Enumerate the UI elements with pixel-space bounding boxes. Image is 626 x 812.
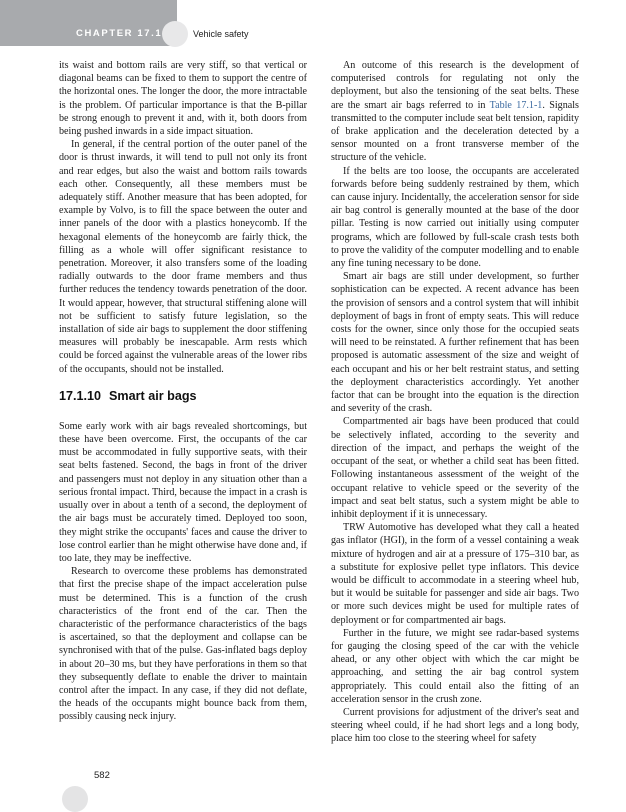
paragraph: Current provisions for adjustment of the driver's seat and steering wheel could, if he had short legs and a long body, place him too close to the steering wheel for safety xyxy=(331,706,579,745)
paragraph: Research to overcome these problems has demonstrated that first the precise shape of the impact acceleration pulse must be determined. This is a function of the crush characteristics of the front end of the car. Then the characteristic of the performance characteristics of the bags is ascertained, so that the deployment and collapse can be synchronised with that of the pulse. Gas-inflated bags deploy in about 20–30 ms, but they have perforations in them so that they subsequently deflate to enable the driver to maintain control after the impact. In any case, if they did not deflate, the heads of the occupants might bounce back from them, possibly causing neck injury. xyxy=(59,566,307,723)
paragraph: Some early work with air bags revealed shortcomings, but these have been overcome. First, the occupants of the car must be accommodated in fully supportive seats, with their seat belts fastened. Second, the bags in front of the driver and passengers must not deploy in any situation other than a serious frontal impact. Third, because the impact in a crash is usually over in about a tenth of a second, the deployment of the air bags must be accurately timed. Deployed too soon, they might strike the occupants' faces and cause the driver to lose control earlier than he might otherwise have done and, if too late, they may be ineffective. xyxy=(59,420,307,564)
section-heading xyxy=(59,388,307,404)
paragraph: If the belts are too loose, the occupants are accelerated forwards before being suddenly restrained by them, which can cause injury. Incidentally, the acceleration sensor for side air bag control is generally mounted at the base of the door pillar. Testing is now carried out initially using computer programs, which are followed by full-scale crash tests both to prove the validity of the computer modelling and to enable any fine tuning necessary to be done. xyxy=(331,165,579,270)
chapter-label: CHAPTER 17.1 xyxy=(76,28,163,39)
section-heading-number: 17.1.10 xyxy=(59,388,102,403)
paragraph: Compartmented air bags have been produced that could be selectively inflated, according to the severity and direction of the impact, and perhaps the weight of the occupant of the seat, or whether a child seat has been fitted. Following instantaneous assessment of the weight of the occupant relative to vehicle speed or the severity of the impact and seat belt status, such a system might be able to inhibit deployment if it is unnecessary. xyxy=(331,416,579,520)
page-number: 582 xyxy=(94,770,110,781)
paragraph xyxy=(331,59,579,165)
right-column xyxy=(331,59,579,746)
paragraph: Further in the future, we might see radar-based systems for gauging the closing speed of the car with the vehicle ahead, or any other object with which the car might be approaching, and setting the air bag control system appropriately. This could entail also the fitting of an acceleration sensor in the crush zone. xyxy=(331,627,579,705)
left-column xyxy=(59,59,307,724)
header-tab-circle xyxy=(162,21,188,47)
paragraph-text: An outcome of this research is the development of computerised controls for regulating not only the deployment, but also the tensioning of the seat belts. These are the smart air bags referred to in xyxy=(331,60,579,111)
page-number-circle xyxy=(62,786,88,812)
paragraph-text: . Signals transmitted to the computer include seat belt tension, rapidity of brake application and the deceleration detected by a sensor mounted on a front transverse member of the structure of the vehicle. xyxy=(331,99,579,164)
paragraph: Smart air bags are still under development, so further sophistication can be expected. A recent advance has been the provision of sensors and a control system that will inhibit deployment of bags in front of empty seats. This will reduce costs for the owner, since only those for the occupied seats will need to be reinstated. A further refinement that has been proposed is automatic assessment of the size and weight of each occupant and his or her belt restraint status, and setting the deployment characteristics accordingly. Yet another factor that can be brought into the equation is the direction and severity of the crash. xyxy=(331,271,579,415)
header-title-band xyxy=(177,0,626,46)
section-title: Vehicle safety xyxy=(193,29,249,39)
section-heading-text: Smart air bags xyxy=(109,388,197,403)
table-reference-link[interactable]: Table 17.1-1 xyxy=(489,99,543,111)
paragraph: TRW Automotive has developed what they call a heated gas inflator (HGI), in the form of a vessel containing a weak mixture of hydrogen and air at a pressure of 175–310 bar, as a substitute for explosive pellet type inflators. This device would be difficult to accommodate in a steering wheel hub, but it would be suitable for passenger and side air bags. Two or more such devices might be used for multiple rates of deployment or for compartmented air bags. xyxy=(331,522,579,626)
paragraph: its waist and bottom rails are very stiff, so that vertical or diagonal beams can be fixed to them to support the centre of the horizontal ones. The longer the door, the more intractable is the problem. Of particular importance is that the B-pillar be strong enough to prevent it and, with it, both doors from being pushed inwards in a side impact situation. xyxy=(59,60,307,138)
paragraph: In general, if the central portion of the outer panel of the door is thrust inwards, it will tend to pull not only its front and rear edges, but also the waist and bottom rails towards each other. Consequently, all these members must be adequately stiff. Another measure that has been adopted, for example by Volvo, is to fill the space between the outer and inner panels of the door with a plastics honeycomb. If the hexagonal elements of the honeycomb are fairly thick, the filling as a whole will offer significant resistance to penetration. Moreover, it also transfers some of the loading radially outwards to the door frame members and thus further reduces the tendency towards penetration of the door. It would appear, however, that structural stiffening alone will not be sufficient to satisfy future legislation, so the installation of side air bags to supplement the door stiffening measures will probably be inescapable. Arm rests which could be forced against the vulnerable areas of the lower ribs of the occupants, should not be installed. xyxy=(59,139,307,375)
header-band xyxy=(0,0,178,46)
